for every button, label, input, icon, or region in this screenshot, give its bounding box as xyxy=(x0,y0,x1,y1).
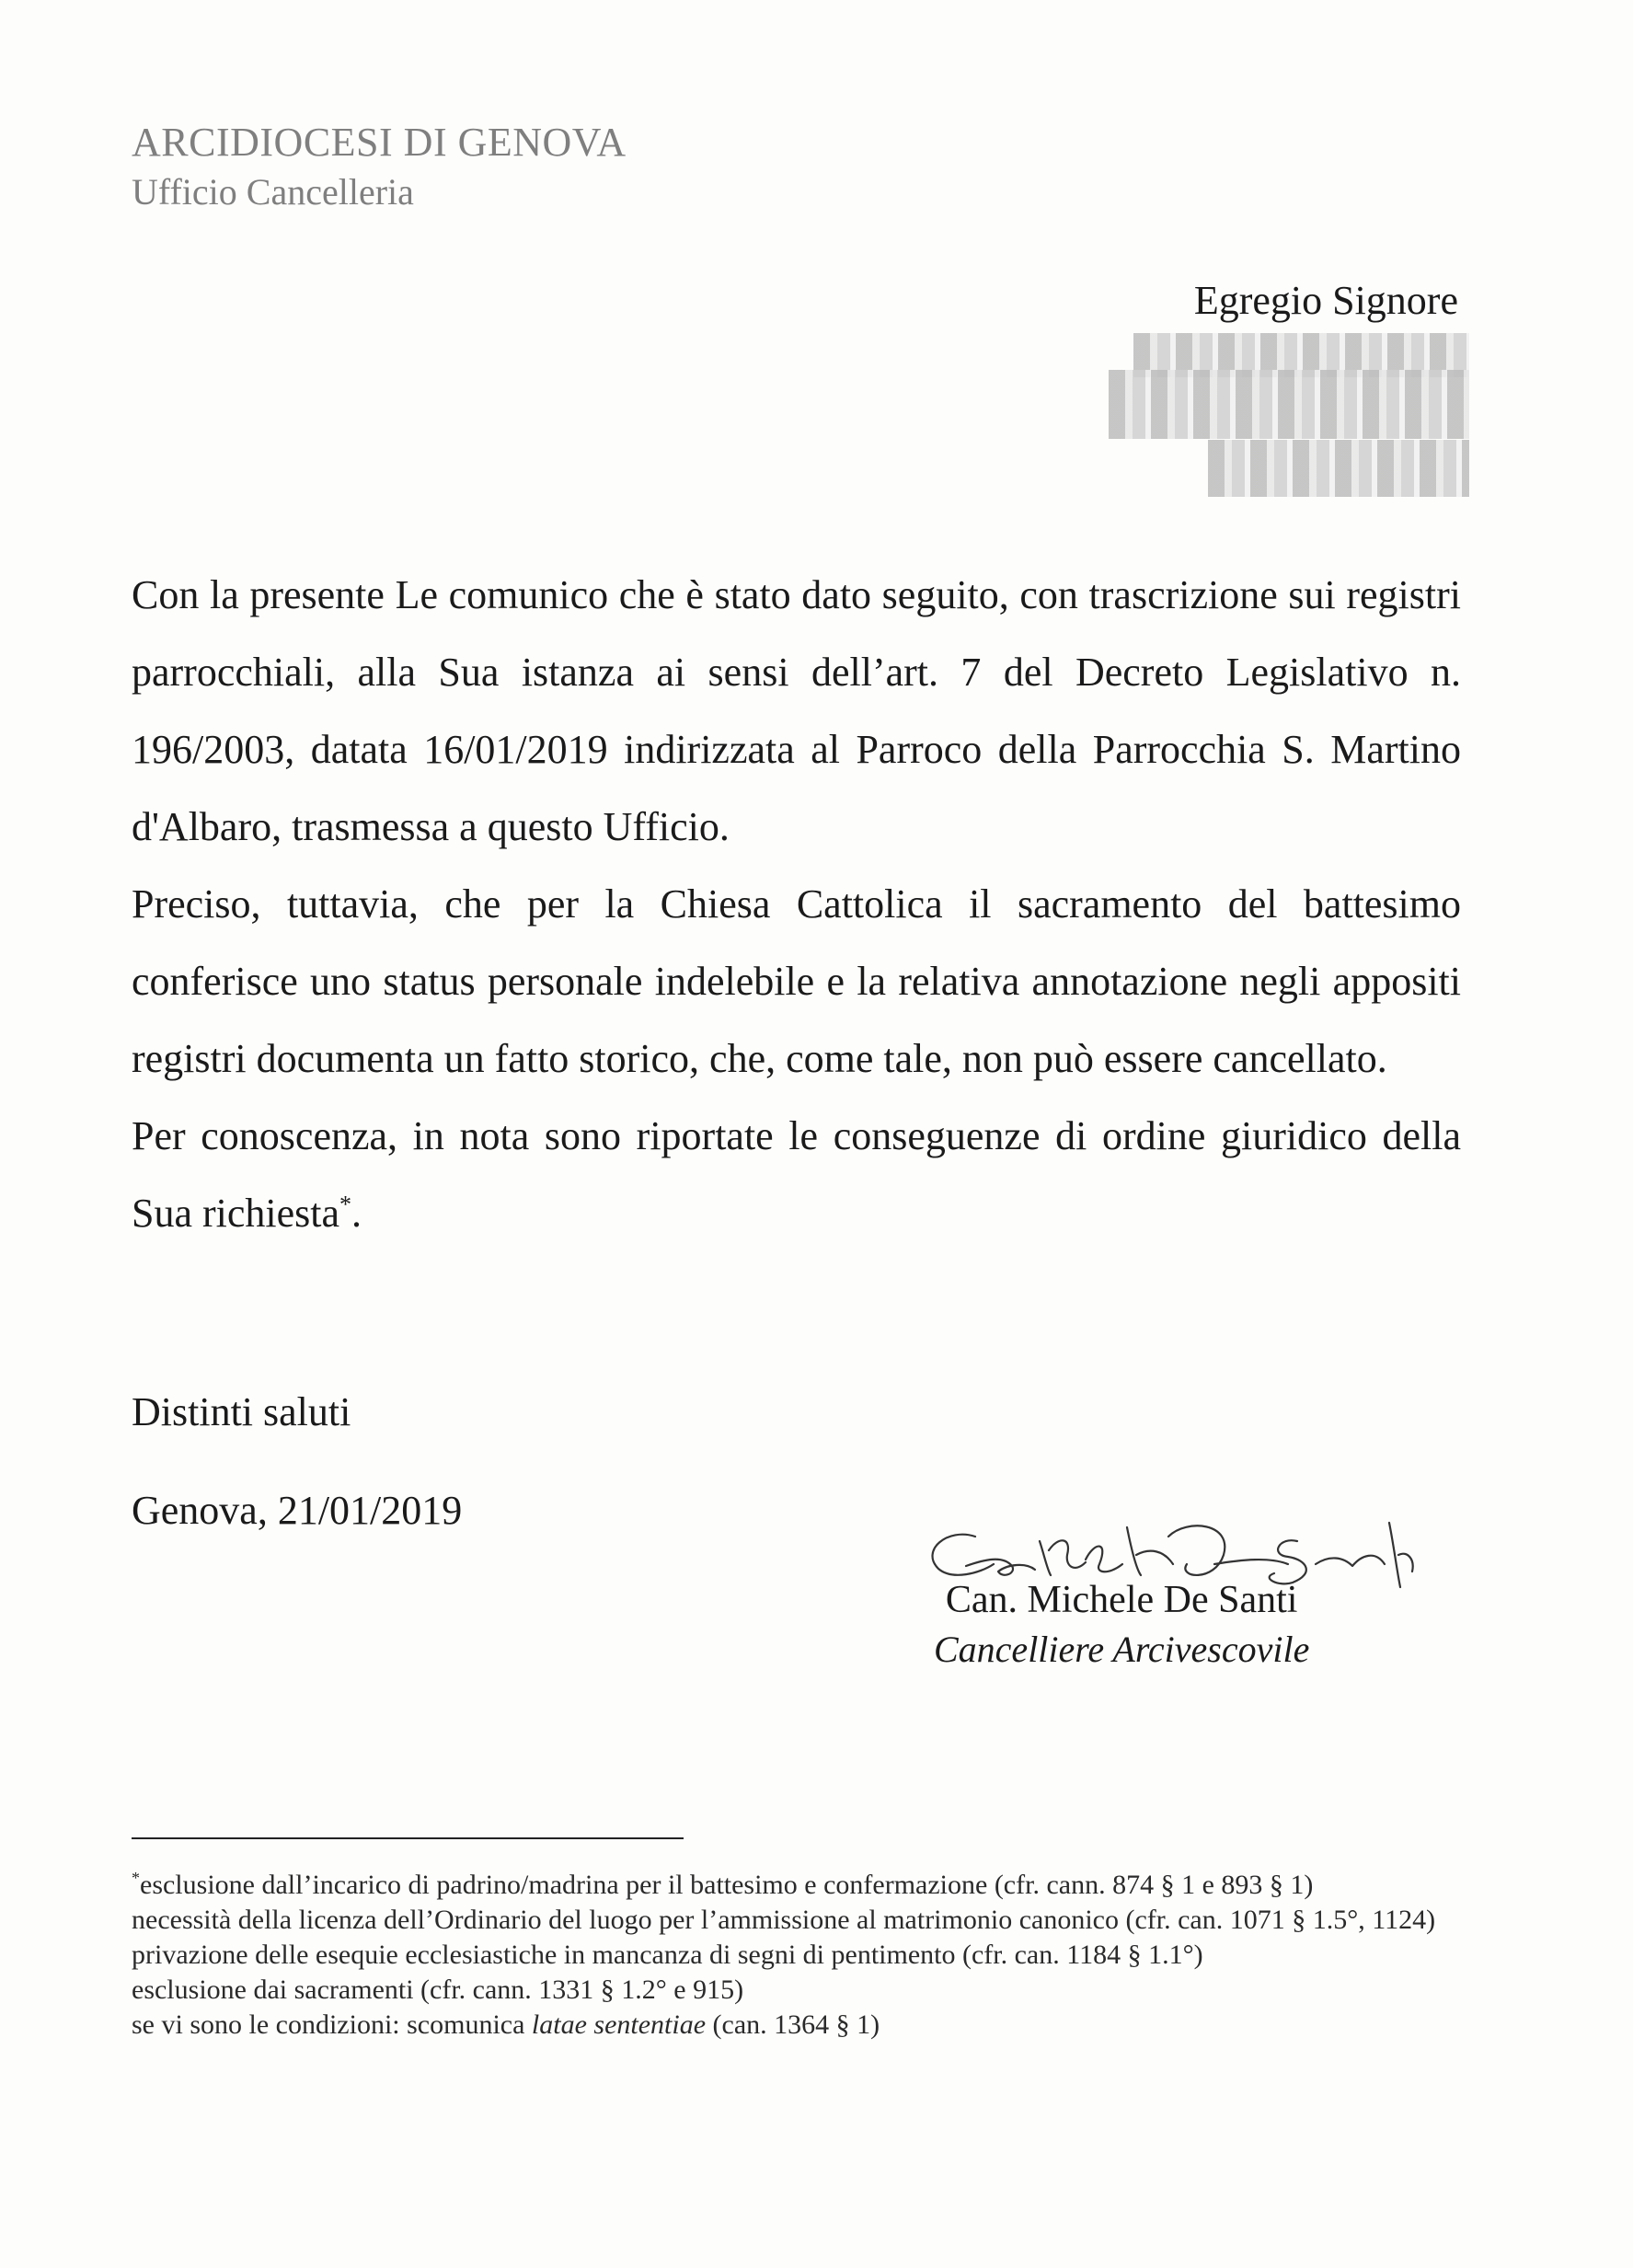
footnote-reference-marker: * xyxy=(339,1191,352,1218)
letterhead-org: ARCIDIOCESI DI GENOVA xyxy=(132,120,627,165)
letterhead xyxy=(132,118,627,217)
signer-name: Can. Michele De Santi xyxy=(945,1579,1298,1621)
footnote-text: (can. 1364 § 1) xyxy=(706,2009,880,2040)
footnotes xyxy=(132,1868,1461,2043)
footnote-marker: * xyxy=(132,1869,140,1887)
letterhead-office: Ufficio Cancelleria xyxy=(132,171,414,213)
recipient-salutation: Egregio Signore xyxy=(1193,278,1458,323)
signer-title: Cancelliere Arcivescovile xyxy=(934,1629,1310,1670)
footnote-text: esclusione dall’incarico di padrino/madrina per il battesimo e confermazione (cfr. cann. 874 § 1 e 893 § 1) xyxy=(140,1870,1314,1900)
body-paragraph-3 xyxy=(132,1098,1461,1252)
footnote-italic-term: latae sententiae xyxy=(531,2009,707,2040)
letter-date: Genova, 21/01/2019 xyxy=(132,1488,463,1533)
body-paragraph-3-text: Per conoscenza, in nota sono riportate le conseguenze di ordine giuridico della Sua richiesta xyxy=(132,1113,1461,1236)
footnote-line xyxy=(132,2008,1461,2043)
signer-block xyxy=(934,1576,1309,1675)
footnote-line xyxy=(132,1868,1461,1903)
footnote-divider xyxy=(132,1837,684,1839)
body-paragraph-1: Con la presente Le comunico che è stato dato seguito, con trascrizione sui registri parrocchiali, alla Sua istanza ai sensi dell’art. 7 del Decreto Legislativo n. 196/2003, datata 16/01/2019 indirizzata al Parroco della Parrocchia S. Martino d'Albaro, trasmessa a questo Ufficio. xyxy=(132,572,1461,849)
body-paragraph-3-end: . xyxy=(351,1191,362,1236)
redacted-recipient-line-2 xyxy=(1109,370,1469,439)
footnote-text: se vi sono le condizioni: scomunica xyxy=(132,2009,532,2040)
body-paragraph-2: Preciso, tuttavia, che per la Chiesa Cattolica il sacramento del battesimo conferisce uno status personale indelebile e la relativa annotazione negli appositi registri documenta un fatto storico, che, come tale, non può essere cancellato. xyxy=(132,881,1461,1081)
footnote-line: necessità della licenza dell’Ordinario del luogo per l’ammissione al matrimonio canonico (cfr. can. 1071 § 1.5°, 1124) xyxy=(132,1905,1436,1935)
footnote-line: esclusione dai sacramenti (cfr. cann. 1331 § 1.2° e 915) xyxy=(132,1974,744,2005)
redacted-recipient-line-3 xyxy=(1208,440,1469,497)
footnote-line: privazione delle esequie ecclesiastiche in mancanza di segni di pentimento (cfr. can. 1184 § 1.1°) xyxy=(132,1940,1203,1970)
recipient-block xyxy=(1194,272,1458,329)
letter-body xyxy=(132,557,1461,1252)
closing-salutation: Distinti saluti xyxy=(132,1389,351,1434)
